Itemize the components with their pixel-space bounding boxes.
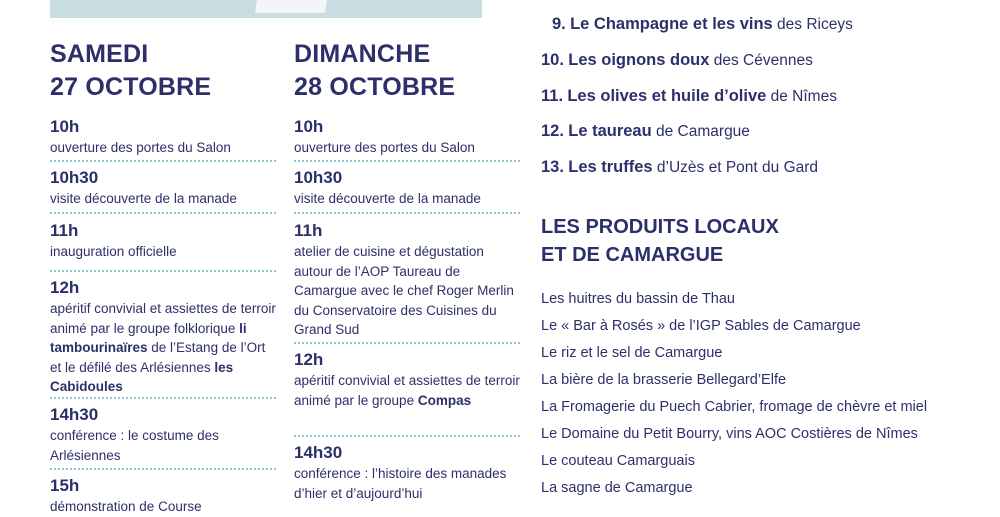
sun-event-10h [294, 117, 520, 158]
sat-event-12h [50, 278, 276, 397]
local-item: La bière de la brasserie Bellegard’Elfe [541, 372, 787, 388]
product-item [541, 121, 750, 142]
product-name: Les truffes [568, 158, 653, 176]
product-origin: des Riceys [772, 16, 853, 33]
desc-text: de l’Estang de l’Ort et le défilé des Arlésiennes [50, 340, 266, 375]
sat-event-15h [50, 476, 276, 517]
product-item [552, 14, 853, 35]
product-item [541, 86, 837, 107]
product-name: Le taureau [568, 122, 652, 140]
sat-event-10h30 [50, 168, 276, 209]
desc-text: apéritif convivial et assiettes de terroir animé par le groupe folklorique [50, 301, 276, 336]
dotted-divider [50, 270, 276, 272]
event-time: 11h [50, 221, 79, 240]
desc-text: conférence : l’histoire des manades d’hier et d’aujourd’hui [294, 466, 507, 501]
sunday-date: 28 OCTOBRE [294, 73, 456, 101]
event-time: 11h [294, 221, 323, 240]
desc-text: ouverture des portes du Salon [294, 140, 475, 155]
dotted-divider [50, 397, 276, 399]
product-number: 13. [541, 158, 564, 176]
local-item: Le couteau Camarguais [541, 453, 695, 469]
dotted-divider [294, 342, 520, 344]
event-time: 12h [294, 350, 324, 369]
local-item: La sagne de Camargue [541, 480, 693, 496]
group-name: les Cabidoules [50, 359, 234, 394]
product-name: Les olives et huile d’olive [567, 87, 767, 105]
event-time: 10h30 [294, 168, 343, 187]
event-desc [50, 299, 276, 397]
product-item [541, 50, 813, 71]
sunday-title [294, 38, 455, 104]
section-title-line: LES PRODUITS LOCAUX [541, 216, 779, 238]
event-time: 10h [50, 117, 80, 136]
local-item: Le « Bar à Rosés » de l’IGP Sables de Camargue [541, 318, 861, 334]
desc-text: ouverture des portes du Salon [50, 140, 231, 155]
sat-event-10h [50, 117, 276, 158]
desc-text: visite découverte de la manade [294, 191, 481, 206]
saturday-date: 27 OCTOBRE [50, 73, 212, 101]
event-time: 14h30 [50, 405, 99, 424]
event-time: 12h [50, 278, 80, 297]
product-name: Le Champagne et les vins [570, 15, 773, 33]
dotted-divider [50, 468, 276, 470]
local-item: Le riz et le sel de Camargue [541, 345, 723, 361]
event-desc [50, 138, 276, 158]
dotted-divider [50, 160, 276, 162]
event-desc [50, 242, 276, 262]
event-desc [294, 371, 520, 410]
group-name: li tambourinaïres [50, 320, 247, 355]
product-name: Les oignons doux [568, 51, 710, 69]
desc-text: apéritif convivial et assiettes de terroir animé par le groupe [294, 373, 520, 408]
desc-text: démonstration de Course [50, 499, 202, 514]
product-origin: de Nîmes [766, 88, 837, 105]
sat-event-14h30 [50, 405, 276, 465]
product-number: 11. [541, 87, 564, 105]
sun-event-12h [294, 350, 520, 410]
event-desc [294, 464, 520, 503]
desc-text: conférence : le costume des Arlésiennes [50, 428, 219, 463]
event-desc [294, 242, 520, 340]
desc-text: inauguration officielle [50, 244, 177, 259]
dotted-divider [50, 212, 276, 214]
header-photo [50, 0, 482, 18]
event-desc [294, 189, 520, 209]
sun-event-11h [294, 221, 520, 340]
local-item: La Fromagerie du Puech Cabrier, fromage de chèvre et miel [541, 399, 928, 415]
desc-text: visite découverte de la manade [50, 191, 237, 206]
saturday-title [50, 38, 211, 104]
group-name: Compas [417, 392, 472, 408]
event-time: 15h [50, 476, 80, 495]
dotted-divider [294, 435, 520, 437]
event-time: 14h30 [294, 443, 343, 462]
local-item: Les huitres du bassin de Thau [541, 291, 736, 307]
product-item [541, 157, 818, 178]
product-origin: de Camargue [651, 123, 750, 140]
product-origin: d’Uzès et Pont du Gard [652, 159, 819, 176]
desc-text: atelier de cuisine et dégustation autour de l’AOP Taureau de Camargue avec le chef Roger Merlin du Conservatoire des Cuisines du Grand Sud [294, 244, 514, 337]
sunday-day: DIMANCHE [294, 40, 431, 68]
product-number: 9. [552, 15, 566, 33]
sat-event-11h [50, 221, 276, 262]
local-item: Le Domaine du Petit Bourry, vins AOC Costières de Nîmes [541, 426, 918, 442]
dotted-divider [294, 160, 520, 162]
local-products-title [541, 213, 779, 269]
product-number: 12. [541, 122, 564, 140]
event-desc [50, 189, 276, 209]
dotted-divider [294, 212, 520, 214]
event-time: 10h30 [50, 168, 99, 187]
event-desc [294, 138, 520, 158]
saturday-day: SAMEDI [50, 40, 149, 68]
sun-event-14h30 [294, 443, 520, 503]
event-time: 10h [294, 117, 324, 136]
photo-paper-detail [255, 0, 327, 13]
section-title-line: ET DE CAMARGUE [541, 244, 724, 266]
product-origin: des Cévennes [709, 52, 813, 69]
event-desc [50, 426, 276, 465]
sun-event-10h30 [294, 168, 520, 209]
product-number: 10. [541, 51, 564, 69]
